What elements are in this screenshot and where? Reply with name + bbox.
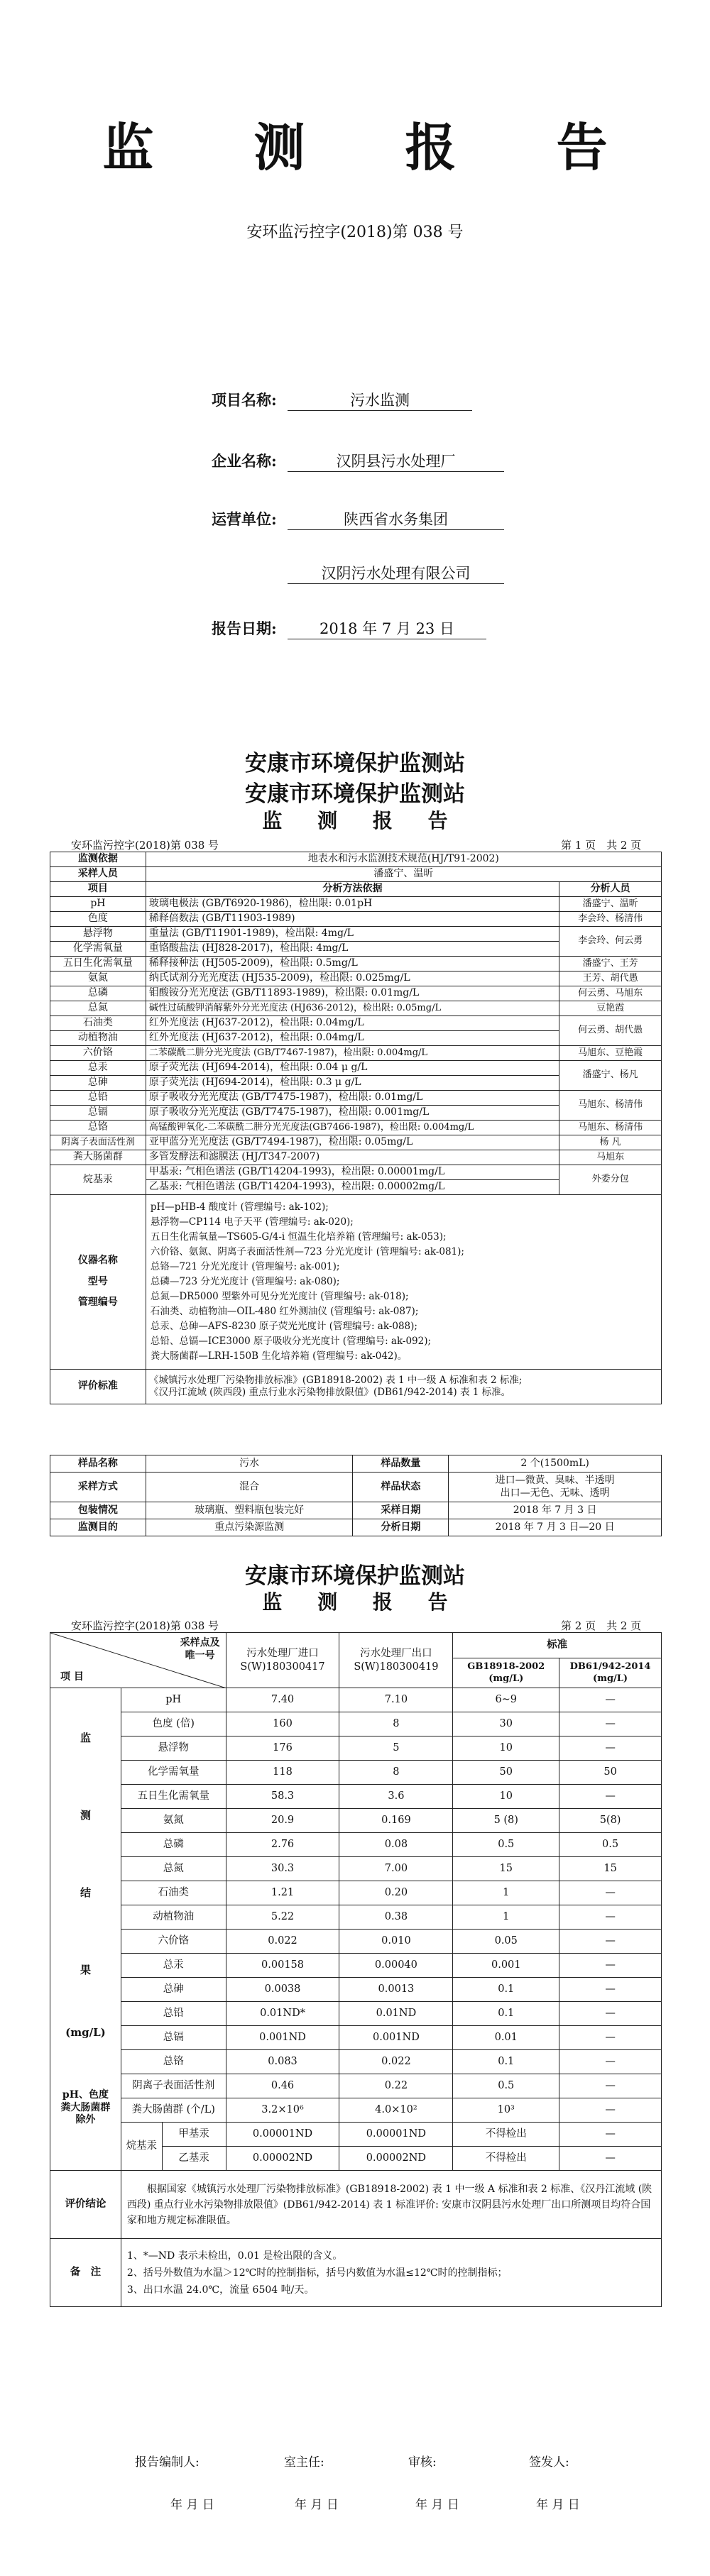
page1-org-2: 安康市环境保护监测站 xyxy=(245,781,465,807)
method-text: 原子荧光法 (HJ694-2014)，检出限: 0.04 μ g/L xyxy=(146,1061,559,1076)
note-line: 3、出口水温 24.0℃，流量 6504 吨/天。 xyxy=(126,2284,315,2296)
result-inlet: 0.083 xyxy=(226,2050,339,2074)
method-text: 钼酸铵分光光度法 (GB/T11893-1989)，检出限: 0.01mg/L xyxy=(146,986,559,1001)
sampling-method-value: 混合 xyxy=(146,1473,353,1502)
page1-org-1: 安康市环境保护监测站 xyxy=(245,751,465,776)
result-item: 总氮 xyxy=(121,1857,226,1881)
result-outlet: 7.00 xyxy=(339,1857,453,1881)
method-analyst: 何云勇、胡代愚 xyxy=(559,1016,662,1046)
result-inlet: 7.40 xyxy=(226,1688,339,1712)
method-analyst: 杨 凡 xyxy=(559,1135,662,1150)
result-outlet: 0.00040 xyxy=(339,1954,453,1978)
method-analyst: 潘盛宁、杨凡 xyxy=(559,1061,662,1091)
method-item: 阴离子表面活性剂 xyxy=(50,1135,146,1150)
page1-page-number: 第 1 页 共 2 页 xyxy=(561,839,642,852)
sampling-date-label: 采样日期 xyxy=(353,1502,449,1519)
method-analyst: 豆艳霞 xyxy=(559,1001,662,1016)
header-item-label: 项 目 xyxy=(60,1670,84,1683)
packaging-value: 玻璃瓶、塑料瓶包装完好 xyxy=(146,1502,353,1519)
result-std-db: — xyxy=(559,1978,662,2002)
result-outlet: 5 xyxy=(339,1736,453,1761)
result-std-db: — xyxy=(559,1954,662,1978)
cover-title: 监 测 报 告 xyxy=(102,117,649,177)
method-text: 碱性过硫酸钾消解紫外分光光度法 (HJ636-2012)，检出限: 0.05mg/L xyxy=(146,1001,559,1016)
result-outlet: 0.169 xyxy=(339,1809,453,1833)
header-diagonal-cell xyxy=(50,1633,226,1688)
standard-line-1: 《城镇污水处理厂污染物排放标准》(GB18918-2002) 表 1 中一级 A 标准和表 2 标准; xyxy=(148,1375,523,1387)
result-item: 六价铬 xyxy=(121,1930,226,1954)
side-label-6: pH、色度 xyxy=(62,2089,109,2101)
result-item: 色度 (倍) xyxy=(121,1712,226,1736)
method-text: 乙基汞: 气相色谱法 (GB/T14204-1993)，检出限: 0.00002mg/L xyxy=(146,1180,559,1195)
result-std-db: — xyxy=(559,2074,662,2098)
header-outlet xyxy=(339,1633,453,1688)
method-item: 六价铬 xyxy=(50,1046,146,1061)
method-text: 红外光度法 (HJ637-2012)，检出限: 0.04mg/L xyxy=(146,1031,559,1046)
result-outlet: 0.22 xyxy=(339,2074,453,2098)
method-item: 总汞 xyxy=(50,1061,146,1076)
result-inlet: 3.2×10⁶ xyxy=(226,2098,339,2123)
method-analyst: 潘盛宁、温昕 xyxy=(559,897,662,912)
header-method: 分析方法依据 xyxy=(146,882,559,897)
method-analyst: 马旭东、杨清伟 xyxy=(559,1091,662,1121)
header-analyst: 分析人员 xyxy=(559,882,662,897)
result-item: 总砷 xyxy=(121,1978,226,2002)
result-std-db: — xyxy=(559,1785,662,1809)
header-point-2: 唯一号 xyxy=(185,1649,215,1661)
page1-title: 监 测 报 告 xyxy=(262,809,462,832)
cover-report-number: 安环监污控字(2018)第 038 号 xyxy=(246,224,464,241)
company-value: 汉阴县污水处理厂 xyxy=(288,450,504,472)
standard-line-2: 《汉丹江流域 (陕西段) 重点行业水污染物排放限值》(DB61/942-2014) 表 1 标准。 xyxy=(148,1387,511,1398)
alkyl-inlet: 0.00001ND xyxy=(226,2123,339,2147)
method-text: 高锰酸钾氧化-二苯碳酰二肼分光光度法(GB7466-1987)，检出限: 0.004mg/L xyxy=(146,1121,559,1135)
result-std-gb: 0.05 xyxy=(453,1930,559,1954)
method-text: 甲基汞: 气相色谱法 (GB/T14204-1993)，检出限: 0.00001mg/L xyxy=(146,1165,559,1180)
result-inlet: 160 xyxy=(226,1712,339,1736)
alkyl-std-gb: 不得检出 xyxy=(453,2147,559,2171)
sampling-date-value: 2018 年 7 月 3 日 xyxy=(449,1502,662,1519)
result-std-gb: 0.01 xyxy=(453,2026,559,2050)
instrument-line: 总铅、总镉—ICE3000 原子吸收分光光度计 (管理编号: ak-092); xyxy=(150,1336,432,1347)
result-outlet: 0.0013 xyxy=(339,1978,453,2002)
side-label-1: 监 xyxy=(80,1732,91,1745)
result-item: 总铬 xyxy=(121,2050,226,2074)
instruments-list xyxy=(146,1195,661,1370)
result-inlet: 2.76 xyxy=(226,1833,339,1857)
sample-name-value: 污水 xyxy=(146,1455,353,1473)
instrument-line: 悬浮物—CP114 电子天平 (管理编号: ak-020); xyxy=(150,1216,354,1228)
project-label: 项目名称: xyxy=(212,391,277,409)
company-label: 企业名称: xyxy=(212,452,277,470)
sample-name-label: 样品名称 xyxy=(50,1455,146,1473)
result-outlet: 0.010 xyxy=(339,1930,453,1954)
result-inlet: 0.01ND* xyxy=(226,2002,339,2026)
page1-sample-table xyxy=(50,1455,662,1536)
instruments-label xyxy=(50,1195,146,1370)
result-outlet: 0.022 xyxy=(339,2050,453,2074)
header-inlet-2: S(W)180300417 xyxy=(240,1661,325,1673)
date-label: 报告日期: xyxy=(212,620,277,637)
instrument-line: 总磷—723 分光光度计 (管理编号: ak-080); xyxy=(150,1276,340,1287)
method-item: 总磷 xyxy=(50,986,146,1001)
result-outlet: 3.6 xyxy=(339,1785,453,1809)
page2-results-table xyxy=(50,1632,662,2307)
alkyl-item: 乙基汞 xyxy=(162,2147,226,2171)
header-std-db xyxy=(559,1658,662,1688)
result-item: 动植物油 xyxy=(121,1905,226,1930)
method-text: 稀释接种法 (HJ505-2009)，检出限: 0.5mg/L xyxy=(146,957,559,971)
result-std-gb: 0.1 xyxy=(453,1978,559,2002)
result-std-gb: 0.1 xyxy=(453,2050,559,2074)
result-std-gb: 50 xyxy=(453,1761,559,1785)
method-analyst: 李会玲、杨清伟 xyxy=(559,912,662,927)
result-std-db: 50 xyxy=(559,1761,662,1785)
operator-value-2: 汉阴污水处理有限公司 xyxy=(288,562,504,584)
method-item: 烷基汞 xyxy=(50,1165,146,1195)
header-inlet-1: 污水处理厂进口 xyxy=(246,1648,319,1660)
method-item: 总砷 xyxy=(50,1076,146,1091)
result-std-gb: 0.1 xyxy=(453,2002,559,2026)
alkyl-inlet: 0.00002ND xyxy=(226,2147,339,2171)
method-text: 原子吸收分光光度法 (GB/T7475-1987)，检出限: 0.001mg/L xyxy=(146,1106,559,1121)
method-analyst: 王芳、胡代愚 xyxy=(559,971,662,986)
method-text: 原子吸收分光光度法 (GB/T7475-1987)，检出限: 0.01mg/L xyxy=(146,1091,559,1106)
sign-writer: 报告编制人: xyxy=(135,2455,200,2470)
sign-date-issue: 年 月 日 xyxy=(536,2498,580,2512)
result-std-gb: 15 xyxy=(453,1857,559,1881)
basis-value: 地表水和污水监测技术规范(HJ/T91-2002) xyxy=(146,852,661,867)
result-item: 总汞 xyxy=(121,1954,226,1978)
method-item: 氨氮 xyxy=(50,971,146,986)
result-item: 粪大肠菌群 (个/L) xyxy=(121,2098,226,2123)
side-label-8: 除外 xyxy=(75,2114,96,2126)
method-analyst: 外委分包 xyxy=(559,1165,662,1195)
result-inlet: 0.46 xyxy=(226,2074,339,2098)
method-item: 动植物油 xyxy=(50,1031,146,1046)
purpose-label: 监测目的 xyxy=(50,1519,146,1536)
result-outlet: 0.20 xyxy=(339,1881,453,1905)
result-outlet: 0.01ND xyxy=(339,2002,453,2026)
method-text: 亚甲蓝分光光度法 (GB/T7494-1987)，检出限: 0.05mg/L xyxy=(146,1135,559,1150)
analysis-date-label: 分析日期 xyxy=(353,1519,449,1536)
sample-state-value xyxy=(449,1473,662,1502)
sampler-label: 采样人员 xyxy=(50,867,146,882)
result-std-db: — xyxy=(559,2050,662,2074)
result-item: 总磷 xyxy=(121,1833,226,1857)
instrument-line: 六价铬、氨氮、阴离子表面活性剂—723 分光光度计 (管理编号: ak-081); xyxy=(150,1246,464,1257)
result-inlet: 0.0038 xyxy=(226,1978,339,2002)
method-item: 化学需氧量 xyxy=(50,942,146,957)
side-label-2: 测 xyxy=(80,1809,91,1822)
result-outlet: 8 xyxy=(339,1712,453,1736)
result-item: 氨氮 xyxy=(121,1809,226,1833)
result-std-gb: 1 xyxy=(453,1905,559,1930)
result-std-db: — xyxy=(559,1712,662,1736)
sign-date-writer: 年 月 日 xyxy=(170,2498,214,2512)
result-std-gb: 10 xyxy=(453,1736,559,1761)
method-item: 总氮 xyxy=(50,1001,146,1016)
instruments-label-2: 型号 xyxy=(87,1275,108,1287)
result-inlet: 0.001ND xyxy=(226,2026,339,2050)
page2-org: 安康市环境保护监测站 xyxy=(245,1563,465,1589)
header-item: 项目 xyxy=(50,882,146,897)
header-outlet-2: S(W)180300419 xyxy=(354,1661,439,1673)
method-text: 玻璃电极法 (GB/T6920-1986)，检出限: 0.01pH xyxy=(146,897,559,912)
conclusion-label: 评价结论 xyxy=(50,2171,121,2239)
method-item: 总镉 xyxy=(50,1106,146,1121)
result-inlet: 58.3 xyxy=(226,1785,339,1809)
notes-label: 备 注 xyxy=(50,2239,121,2307)
method-item: 五日生化需氧量 xyxy=(50,957,146,971)
method-item: pH xyxy=(50,897,146,912)
method-item: 悬浮物 xyxy=(50,927,146,942)
result-inlet: 5.22 xyxy=(226,1905,339,1930)
method-text: 多管发酵法和滤膜法 (HJ/T347-2007) xyxy=(146,1150,559,1165)
sign-date-review: 年 月 日 xyxy=(415,2498,459,2512)
page1-report-number: 安环监污控字(2018)第 038 号 xyxy=(71,839,219,852)
result-std-db: 0.5 xyxy=(559,1833,662,1857)
instruments-label-3: 管理编号 xyxy=(77,1297,118,1309)
page1-method-table xyxy=(50,852,662,1404)
instrument-line: 总汞、总砷—AFS-8230 原子荧光光度计 (管理编号: ak-088); xyxy=(150,1321,417,1332)
operator-value-1: 陕西省水务集团 xyxy=(288,508,504,530)
result-outlet: 4.0×10² xyxy=(339,2098,453,2123)
result-outlet: 8 xyxy=(339,1761,453,1785)
result-outlet: 0.38 xyxy=(339,1905,453,1930)
alkyl-std-db: — xyxy=(559,2123,662,2147)
side-label-3: 结 xyxy=(80,1886,91,1899)
sampler-value: 潘盛宁、温昕 xyxy=(146,867,661,882)
result-inlet: 176 xyxy=(226,1736,339,1761)
header-point-label xyxy=(180,1637,220,1662)
page2-page-number: 第 2 页 共 2 页 xyxy=(561,1619,642,1632)
instrument-line: 总铬—721 分光光度计 (管理编号: ak-001); xyxy=(150,1261,340,1272)
note-line: 2、括号外数值为水温＞12℃时的控制指标，括号内数值为水温≤12℃时的控制指标； xyxy=(126,2267,508,2279)
sampling-method-label: 采样方式 xyxy=(50,1473,146,1502)
sample-state-line-1: 进口—微黄、臭味、半透明 xyxy=(495,1475,615,1486)
header-outlet-1: 污水处理厂出口 xyxy=(360,1648,432,1660)
side-label-7: 粪大肠菌群 xyxy=(60,2101,111,2113)
side-label-5: (mg/L) xyxy=(65,2026,106,2040)
page2-report-number: 安环监污控字(2018)第 038 号 xyxy=(71,1619,219,1632)
instrument-line: 粪大肠菌群—LRH-150B 生化培养箱 (管理编号: ak-042)。 xyxy=(150,1350,408,1362)
result-std-db: 5(8) xyxy=(559,1809,662,1833)
method-analyst: 马旭东 xyxy=(559,1150,662,1165)
method-item: 总铬 xyxy=(50,1121,146,1135)
header-standard: 标准 xyxy=(453,1633,662,1658)
result-std-gb: 30 xyxy=(453,1712,559,1736)
method-text: 红外光度法 (HJ637-2012)，检出限: 0.04mg/L xyxy=(146,1016,559,1031)
method-analyst: 潘盛宁、王芳 xyxy=(559,957,662,971)
header-std-db-1: DB61/942-2014 xyxy=(569,1661,651,1673)
header-std-db-2: (mg/L) xyxy=(593,1673,628,1684)
result-std-gb: 1 xyxy=(453,1881,559,1905)
standard-value xyxy=(146,1370,661,1404)
result-outlet: 0.001ND xyxy=(339,2026,453,2050)
project-value: 污水监测 xyxy=(288,389,472,411)
result-inlet: 0.00158 xyxy=(226,1954,339,1978)
sign-date-head: 年 月 日 xyxy=(295,2498,339,2512)
sign-issue: 签发人: xyxy=(529,2455,569,2470)
sample-count-label: 样品数量 xyxy=(353,1455,449,1473)
method-text: 纳氏试剂分光光度法 (HJ535-2009)，检出限: 0.025mg/L xyxy=(146,971,559,986)
result-item: 化学需氧量 xyxy=(121,1761,226,1785)
header-point-1: 采样点及 xyxy=(180,1637,220,1648)
result-inlet: 0.022 xyxy=(226,1930,339,1954)
result-inlet: 20.9 xyxy=(226,1809,339,1833)
basis-label: 监测依据 xyxy=(50,852,146,867)
instrument-line: pH—pHB-4 酸度计 (管理编号: ak-102); xyxy=(150,1201,329,1213)
header-std-gb xyxy=(453,1658,559,1688)
date-value: 2018 年 7 月 23 日 xyxy=(288,617,486,639)
side-label xyxy=(50,1688,121,2171)
header-std-gb-2: (mg/L) xyxy=(488,1673,524,1684)
result-std-db: — xyxy=(559,1736,662,1761)
sign-review: 审核: xyxy=(408,2455,437,2470)
result-std-db: — xyxy=(559,1930,662,1954)
instrument-line: 总氮—DR5000 型紫外可见分光光度计 (管理编号: ak-018); xyxy=(150,1291,409,1302)
result-std-db: — xyxy=(559,2098,662,2123)
side-label-4: 果 xyxy=(80,1963,91,1976)
result-inlet: 1.21 xyxy=(226,1881,339,1905)
sample-state-line-2: 出口—无色、无味、透明 xyxy=(500,1487,610,1499)
alkyl-outlet: 0.00001ND xyxy=(339,2123,453,2147)
instrument-line: 五日生化需氧量—TS605-G/4-i 恒温生化培养箱 (管理编号: ak-053); xyxy=(150,1231,447,1243)
method-item: 石油类 xyxy=(50,1016,146,1031)
result-item: 总铅 xyxy=(121,2002,226,2026)
alkyl-std-db: — xyxy=(559,2147,662,2171)
sign-head: 室主任: xyxy=(284,2455,324,2470)
alkyl-mercury-label: 烷基汞 xyxy=(121,2123,162,2171)
result-std-gb: 0.5 xyxy=(453,2074,559,2098)
method-text: 原子荧光法 (HJ694-2014)，检出限: 0.3 μ g/L xyxy=(146,1076,559,1091)
method-analyst: 何云勇、马旭东 xyxy=(559,986,662,1001)
result-item: 阴离子表面活性剂 xyxy=(121,2074,226,2098)
result-std-db: — xyxy=(559,1881,662,1905)
header-std-gb-1: GB18918-2002 xyxy=(467,1661,545,1673)
instruments-label-1: 仪器名称 xyxy=(77,1255,118,1267)
result-std-db: — xyxy=(559,2026,662,2050)
result-std-gb: 10³ xyxy=(453,2098,559,2123)
method-analyst: 马旭东、豆艳霞 xyxy=(559,1046,662,1061)
method-item: 粪大肠菌群 xyxy=(50,1150,146,1165)
result-item: 石油类 xyxy=(121,1881,226,1905)
result-item: 悬浮物 xyxy=(121,1736,226,1761)
result-inlet: 30.3 xyxy=(226,1857,339,1881)
result-std-db: 15 xyxy=(559,1857,662,1881)
method-text: 重铬酸盐法 (HJ828-2017)，检出限: 4mg/L xyxy=(146,942,559,957)
notes-list xyxy=(121,2239,661,2307)
method-item: 总铅 xyxy=(50,1091,146,1106)
sample-count-value: 2 个(1500mL) xyxy=(449,1455,662,1473)
result-inlet: 118 xyxy=(226,1761,339,1785)
alkyl-std-gb: 不得检出 xyxy=(453,2123,559,2147)
result-item: 总镉 xyxy=(121,2026,226,2050)
result-std-db: — xyxy=(559,1905,662,1930)
result-std-gb: 10 xyxy=(453,1785,559,1809)
alkyl-outlet: 0.00002ND xyxy=(339,2147,453,2171)
result-std-gb: 0.5 xyxy=(453,1833,559,1857)
result-item: pH xyxy=(121,1688,226,1712)
result-outlet: 7.10 xyxy=(339,1688,453,1712)
result-std-gb: 5 (8) xyxy=(453,1809,559,1833)
page2-title: 监 测 报 告 xyxy=(262,1590,462,1614)
method-text: 重量法 (GB/T11901-1989)，检出限: 4mg/L xyxy=(146,927,559,942)
packaging-label: 包装情况 xyxy=(50,1502,146,1519)
header-inlet xyxy=(226,1633,339,1688)
analysis-date-value: 2018 年 7 月 3 日—20 日 xyxy=(449,1519,662,1536)
standard-label: 评价标准 xyxy=(50,1370,146,1404)
result-outlet: 0.08 xyxy=(339,1833,453,1857)
conclusion-text: 根据国家《城镇污水处理厂污染物排放标准》(GB18918-2002) 表 1 中一级 A 标准和表 2 标准、《汉丹江流域 (陕西段) 重点行业水污染物排放限值》(DB61/942-2014) 表 1 标准评价: 安康市汉阴县污水处理厂出口所测项目均符合国家和地方规定标准限值。 xyxy=(121,2171,661,2239)
method-text: 二苯碳酰二肼分光光度法 (GB/T7467-1987)，检出限: 0.004mg/L xyxy=(146,1046,559,1061)
method-analyst: 李会玲、何云勇 xyxy=(559,927,662,957)
instrument-line: 石油类、动植物油—OIL-480 红外测油仪 (管理编号: ak-087); xyxy=(150,1306,419,1317)
note-line: 1、*—ND 表示未检出，0.01 是检出限的含义。 xyxy=(126,2250,343,2262)
result-std-db: — xyxy=(559,1688,662,1712)
sample-state-label: 样品状态 xyxy=(353,1473,449,1502)
result-std-db: — xyxy=(559,2002,662,2026)
result-std-gb: 0.001 xyxy=(453,1954,559,1978)
result-std-gb: 6~9 xyxy=(453,1688,559,1712)
operator-label: 运营单位: xyxy=(212,510,277,528)
result-item: 五日生化需氧量 xyxy=(121,1785,226,1809)
method-item: 色度 xyxy=(50,912,146,927)
alkyl-item: 甲基汞 xyxy=(162,2123,226,2147)
purpose-value: 重点污染源监测 xyxy=(146,1519,353,1536)
method-analyst: 马旭东、杨清伟 xyxy=(559,1121,662,1135)
method-text: 稀释倍数法 (GB/T11903-1989) xyxy=(146,912,559,927)
